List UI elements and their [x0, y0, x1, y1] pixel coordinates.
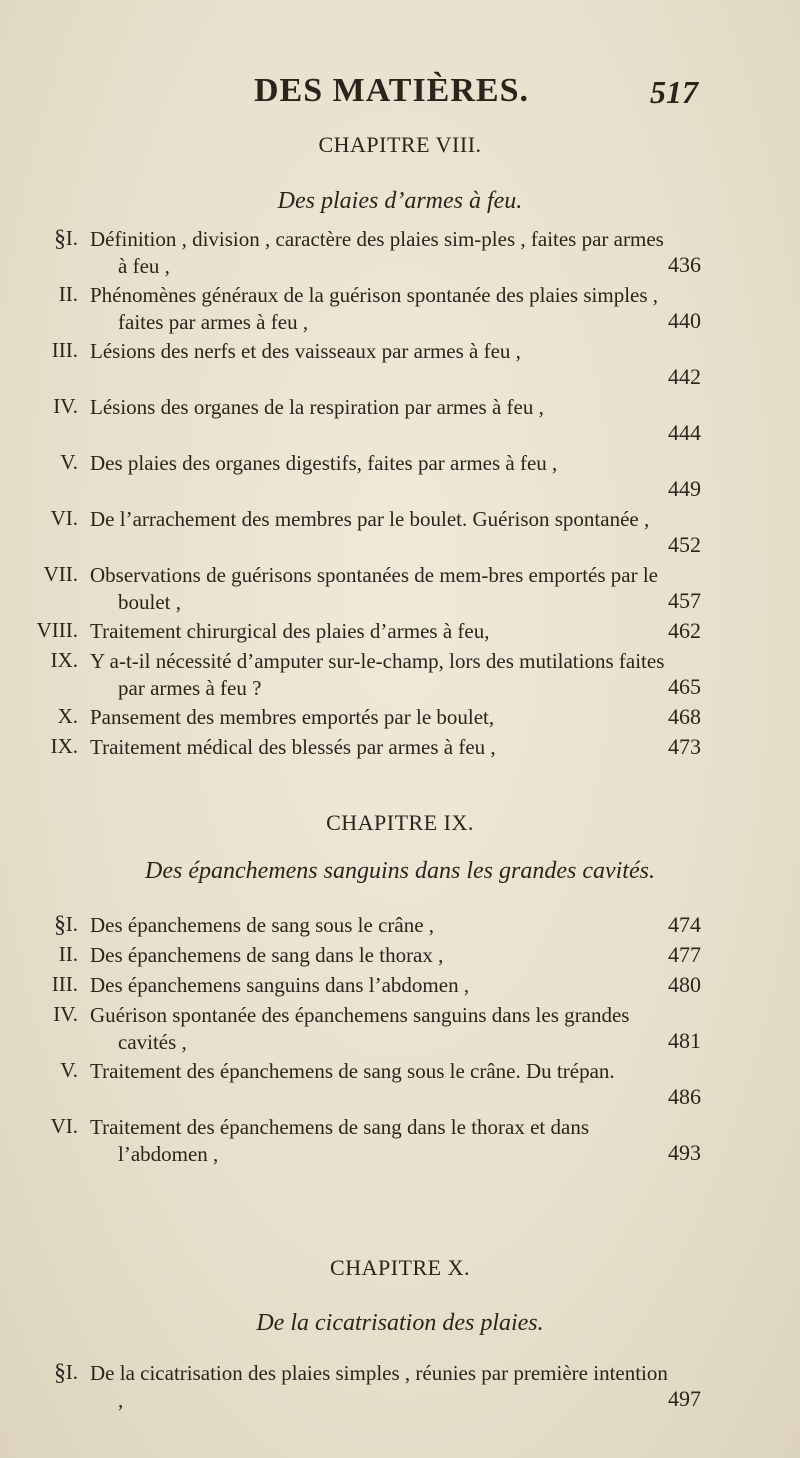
chapter-viii-entries [0, 226, 800, 764]
toc-entry [0, 394, 800, 450]
toc-entry [0, 648, 800, 704]
page-header [0, 72, 800, 112]
entry-numeral: VIII. [36, 618, 78, 642]
entry-page: 444 [668, 420, 701, 445]
entry-text: Pansement des membres emportés par le boulet, [90, 705, 495, 729]
toc-entry [0, 734, 800, 764]
entry-text: Observations de guérisons spontanées de mem-bres emportés par le boulet , [90, 563, 659, 614]
entry-numeral: I. [65, 1360, 78, 1384]
entry-numeral: V. [60, 450, 78, 474]
entry-numeral: III. [51, 338, 78, 362]
entry-numeral: IV. [53, 1002, 78, 1026]
entry-text: Traitement des épanchemens de sang dans le thorax et dans l’abdomen , [90, 1115, 589, 1166]
entry-text: Des épanchemens sanguins dans l’abdomen , [90, 973, 470, 997]
entry-page: 477 [668, 942, 701, 967]
entry-text: Y a-t-il nécessité d’amputer sur-le-champ, lors des mutilations faites par armes à feu ? [90, 649, 665, 700]
entry-text: Traitement chirurgical des plaies d’armes à feu, [90, 619, 490, 643]
entry-page: 493 [668, 1140, 701, 1165]
entry-text: Lésions des nerfs et des vaisseaux par armes à feu , [90, 339, 521, 363]
entry-text: Des épanchemens de sang dans le thorax , [90, 943, 444, 967]
entry-numeral: II. [58, 282, 78, 306]
section-mark: § [54, 1360, 66, 1386]
entry-page: 486 [668, 1084, 701, 1109]
entry-page: 480 [668, 972, 701, 997]
toc-entry [0, 338, 800, 394]
toc-entry [0, 618, 800, 648]
running-title: DES MATIÈRES. [254, 72, 529, 109]
entry-numeral: X. [57, 704, 78, 728]
entry-text: Traitement médical des blessés par armes à feu , [90, 735, 496, 759]
chapter-x-entries [0, 1360, 800, 1416]
entry-numeral: I. [65, 226, 78, 250]
chapter-title: CHAPITRE VIII. [318, 132, 482, 157]
entry-numeral: VII. [43, 562, 78, 586]
toc-entry [0, 282, 800, 338]
entry-page: 449 [668, 476, 701, 501]
entry-page: 462 [668, 618, 701, 643]
entry-page: 457 [668, 588, 701, 613]
entry-numeral: VI. [50, 1114, 78, 1138]
toc-entry [0, 562, 800, 618]
entry-text: Guérison spontanée des épanchemens sanguins dans les grandes cavités , [90, 1003, 630, 1054]
entry-page: 440 [668, 308, 701, 333]
toc-entry [0, 226, 800, 282]
entry-page: 442 [668, 364, 701, 389]
chapter-title: CHAPITRE X. [330, 1255, 470, 1280]
entry-numeral: IX. [50, 734, 78, 758]
section-mark: § [54, 226, 66, 252]
entry-text: Des épanchemens de sang sous le crâne , [90, 913, 435, 937]
toc-entry [0, 450, 800, 506]
entry-page: 473 [668, 734, 701, 759]
entry-numeral: II. [58, 942, 78, 966]
entry-numeral: IX. [50, 648, 78, 672]
toc-entry [0, 1360, 800, 1416]
entry-text: Lésions des organes de la respiration par armes à feu , [90, 395, 544, 419]
entry-numeral: IV. [53, 394, 78, 418]
entry-numeral: I. [65, 912, 78, 936]
section-mark: § [54, 912, 66, 938]
toc-entry [0, 942, 800, 972]
toc-entry [0, 704, 800, 734]
entry-text: De l’arrachement des membres par le boulet. Guérison spontanée , [90, 507, 650, 531]
entry-text: Phénomènes généraux de la guérison spontanée des plaies simples , faites par armes à feu , [90, 283, 659, 334]
chapter-title: CHAPITRE IX. [326, 810, 474, 835]
entry-page: 481 [668, 1028, 701, 1053]
entry-text: De la cicatrisation des plaies simples , réunies par première intention , [90, 1361, 668, 1412]
entry-page: 497 [668, 1386, 701, 1411]
entry-page: 436 [668, 252, 701, 277]
toc-entry [0, 972, 800, 1002]
entry-page: 452 [668, 532, 701, 557]
chapter-subtitle: De la cicatrisation des plaies. [256, 1310, 544, 1336]
entry-numeral: V. [60, 1058, 78, 1082]
entry-text: Définition , division , caractère des plaies sim-ples , faites par armes à feu , [90, 227, 664, 278]
entry-page: 465 [668, 674, 701, 699]
chapter-subtitle: Des plaies d’armes à feu. [277, 188, 523, 214]
entry-text: Traitement des épanchemens de sang sous le crâne. Du trépan. [90, 1059, 615, 1083]
chapter-ix-entries [0, 912, 800, 1170]
page-number: 517 [650, 74, 698, 110]
toc-entry [0, 506, 800, 562]
toc-entry [0, 1002, 800, 1058]
entry-text: Des plaies des organes digestifs, faites par armes à feu , [90, 451, 558, 475]
entry-numeral: III. [51, 972, 78, 996]
entry-page: 474 [668, 912, 701, 937]
toc-entry [0, 1114, 800, 1170]
entry-numeral: VI. [50, 506, 78, 530]
entry-page: 468 [668, 704, 701, 729]
chapter-subtitle: Des épanchemens sanguins dans les grandes cavités. [145, 858, 655, 884]
toc-entry [0, 912, 800, 942]
toc-entry [0, 1058, 800, 1114]
